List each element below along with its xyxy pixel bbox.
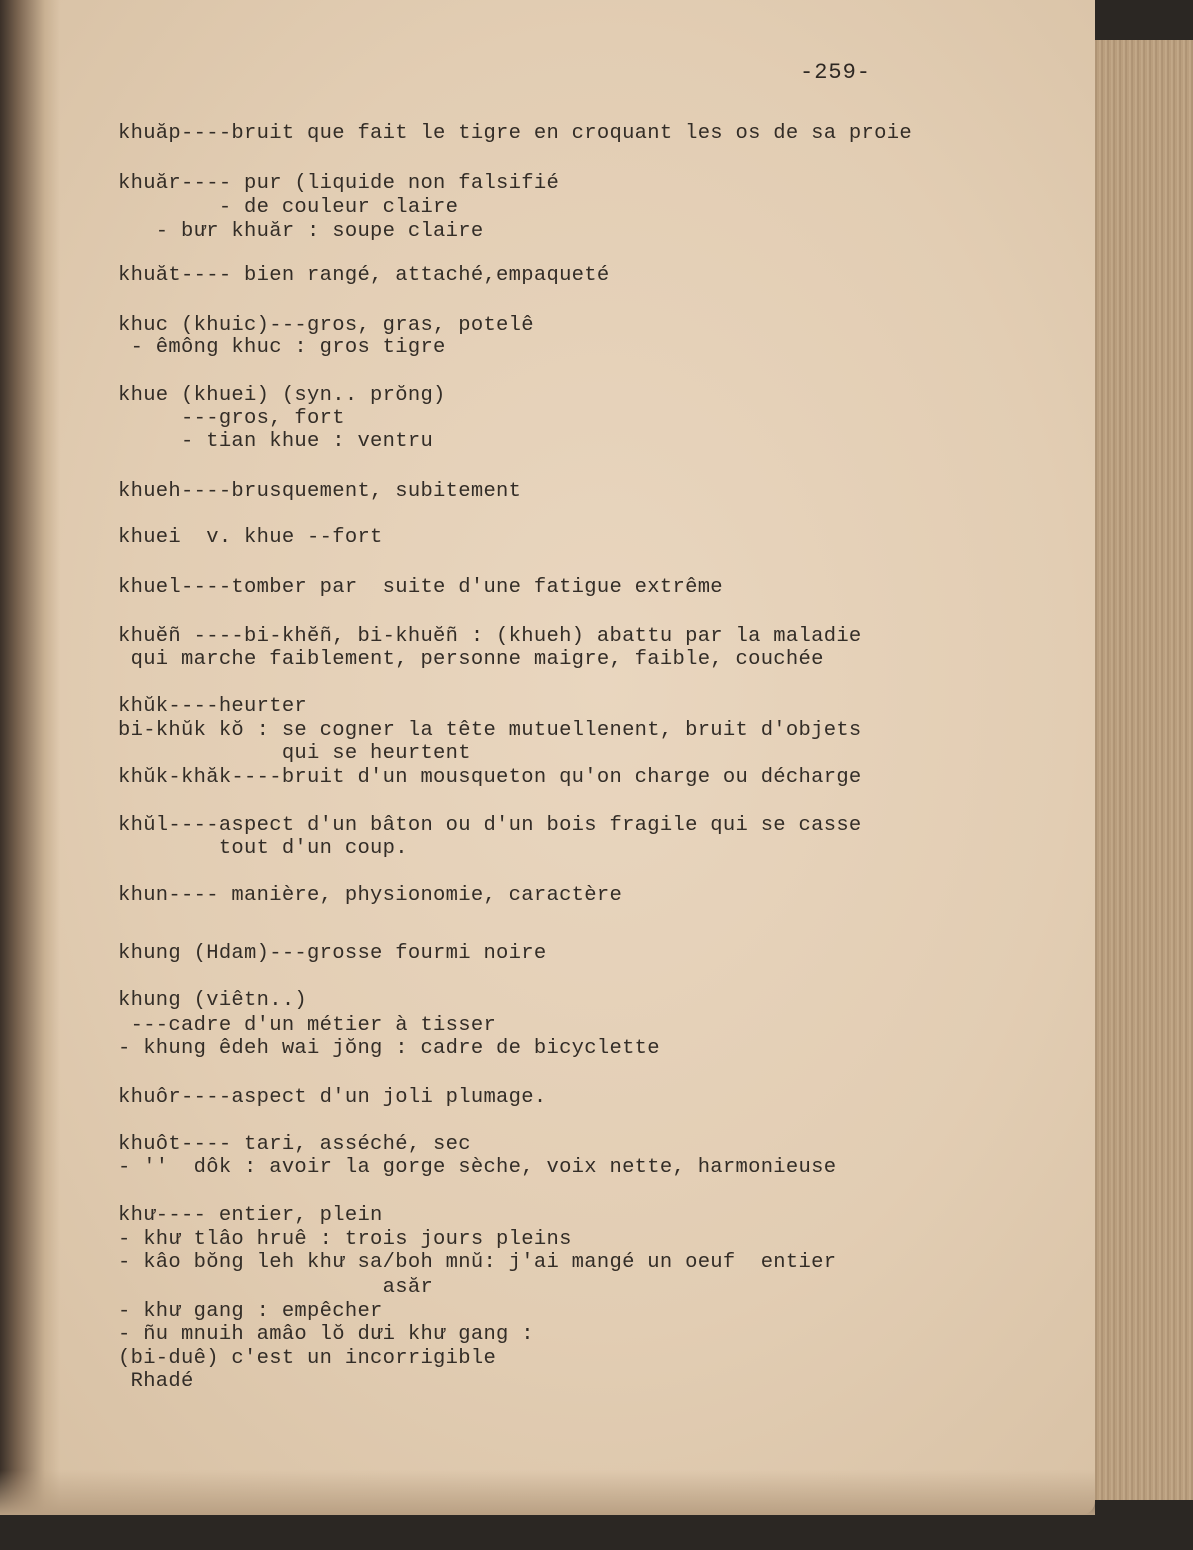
entry-line: - êmông khuc : gros tigre <box>118 336 446 359</box>
entry-line: khuĕñ ----bi-khĕñ, bi-khuĕñ : (khueh) abattu par la maladie <box>118 625 862 648</box>
entry-line: khuăt---- bien rangé, attaché,empaqueté <box>118 264 610 287</box>
entry-line: khuôt---- tari, asséché, sec <box>118 1133 471 1156</box>
entry-line: - '' dôk : avoir la gorge sèche, voix nette, harmonieuse <box>118 1156 837 1179</box>
entry-line: - de couleur claire <box>118 196 459 219</box>
entry-line: ---cadre d'un métier à tisser <box>118 1014 497 1037</box>
page-bottom-edge <box>0 1470 1095 1515</box>
entry-line: khuel----tomber par suite d'une fatigue extrême <box>118 576 723 599</box>
entry-line: khŭk----heurter <box>118 695 308 718</box>
entry-line: khue (khuei) (syn.. prŏng) <box>118 384 446 407</box>
entry-line: - khung êdeh wai jŏng : cadre de bicyclette <box>118 1037 660 1060</box>
entry-line: (bi-duê) c'est un incorrigible <box>118 1347 497 1370</box>
entry-line: - khư tlâo hruê : trois jours pleins <box>118 1228 572 1251</box>
entry-line: khŭk-khăk----bruit d'un mousqueton qu'on charge ou décharge <box>118 766 862 789</box>
entry-line: khung (Hdam)---grosse fourmi noire <box>118 942 547 965</box>
entry-line: khung (viêtn..) <box>118 989 308 1012</box>
entry-line: khuei v. khue --fort <box>118 526 383 549</box>
entry-line: - ñu mnuih amâo lŏ dưi khư gang : <box>118 1323 534 1346</box>
entry-line: qui se heurtent <box>118 742 471 765</box>
entry-line: - khư gang : empêcher <box>118 1300 383 1323</box>
entry-line: - bưr khuăr : soupe claire <box>118 220 484 243</box>
page-edges <box>1080 40 1193 1500</box>
entry-line: tout d'un coup. <box>118 837 408 860</box>
page-number: -259- <box>800 60 872 85</box>
entry-line: khư---- entier, plein <box>118 1204 383 1227</box>
entry-line: asăr <box>118 1276 434 1299</box>
entry-line: khun---- manière, physionomie, caractère <box>118 884 623 907</box>
entry-line: khuc (khuic)---gros, gras, potelê <box>118 314 534 337</box>
entry-line: khŭl----aspect d'un bâton ou d'un bois fragile qui se casse <box>118 814 862 837</box>
book-gutter <box>0 0 60 1515</box>
entry-line: khueh----brusquement, subitement <box>118 480 522 503</box>
entry-line: qui marche faiblement, personne maigre, faible, couchée <box>118 648 824 671</box>
entry-line: Rhadé <box>118 1370 194 1393</box>
entry-line: ---gros, fort <box>118 407 345 430</box>
entry-line: - tian khue : ventru <box>118 430 434 453</box>
entry-line: khuôr----aspect d'un joli plumage. <box>118 1086 547 1109</box>
entry-line: khuăr---- pur (liquide non falsifié <box>118 172 560 195</box>
entry-line: - kâo bŏng leh khư sa/boh mnŭ: j'ai mangé un oeuf entier <box>118 1251 837 1274</box>
entry-line: khuăp----bruit que fait le tigre en croquant les os de sa proie <box>118 122 912 145</box>
entry-line: bi-khŭk kŏ : se cogner la tête mutuellenent, bruit d'objets <box>118 719 862 742</box>
